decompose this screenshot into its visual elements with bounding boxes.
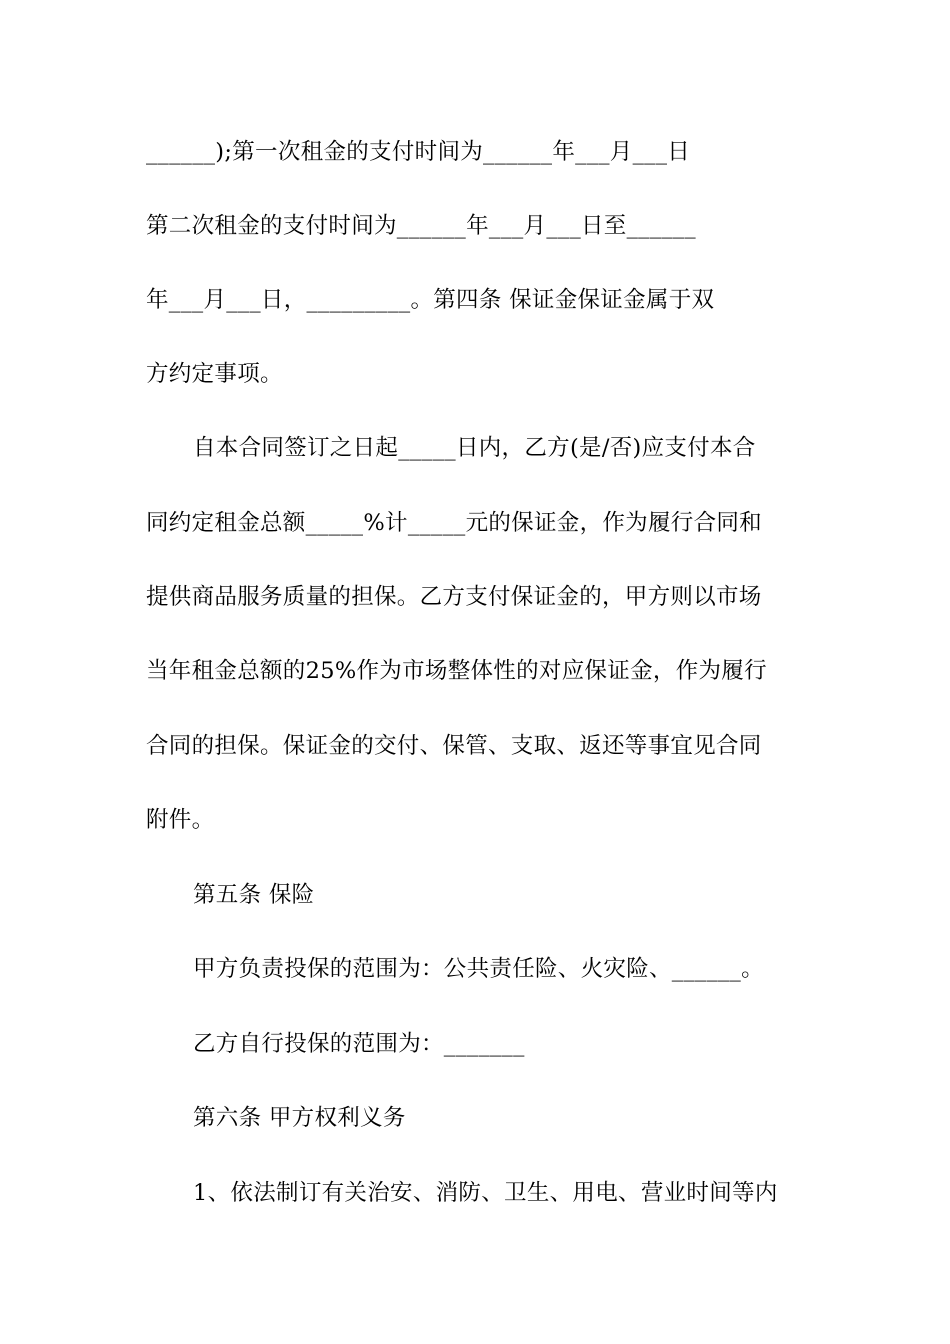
text-line: 年___月___日，_________。第四条 保证金保证金属于双 xyxy=(146,287,715,313)
paragraph-first-line: 自本合同签订之日起_____日内，乙方(是/否)应支付本合 xyxy=(193,435,756,461)
list-item: 1、依法制订有关治安、消防、卫生、用电、营业时间等内 xyxy=(193,1180,778,1206)
section-heading: 第五条 保险 xyxy=(193,882,315,908)
text-line: 同约定租金总额_____%计_____元的保证金，作为履行合同和 xyxy=(146,510,762,536)
text-line: 方约定事项。 xyxy=(146,361,283,387)
text-line: ______);第一次租金的支付时间为______年___月___日 xyxy=(146,139,691,165)
text-line: 提供商品服务质量的担保。乙方支付保证金的，甲方则以市场 xyxy=(146,584,762,610)
text-line: 附件。 xyxy=(146,807,215,833)
text-line: 乙方自行投保的范围为：_______ xyxy=(193,1031,525,1057)
text-line: 当年租金总额的25%作为市场整体性的对应保证金，作为履行 xyxy=(146,658,767,684)
text-line: 合同的担保。保证金的交付、保管、支取、返还等事宜见合同 xyxy=(146,733,762,759)
section-heading: 第六条 甲方权利义务 xyxy=(193,1105,406,1131)
text-line: 第二次租金的支付时间为______年___月___日至______ xyxy=(146,213,696,239)
text-line: 甲方负责投保的范围为：公共责任险、火灾险、______。 xyxy=(193,956,764,982)
